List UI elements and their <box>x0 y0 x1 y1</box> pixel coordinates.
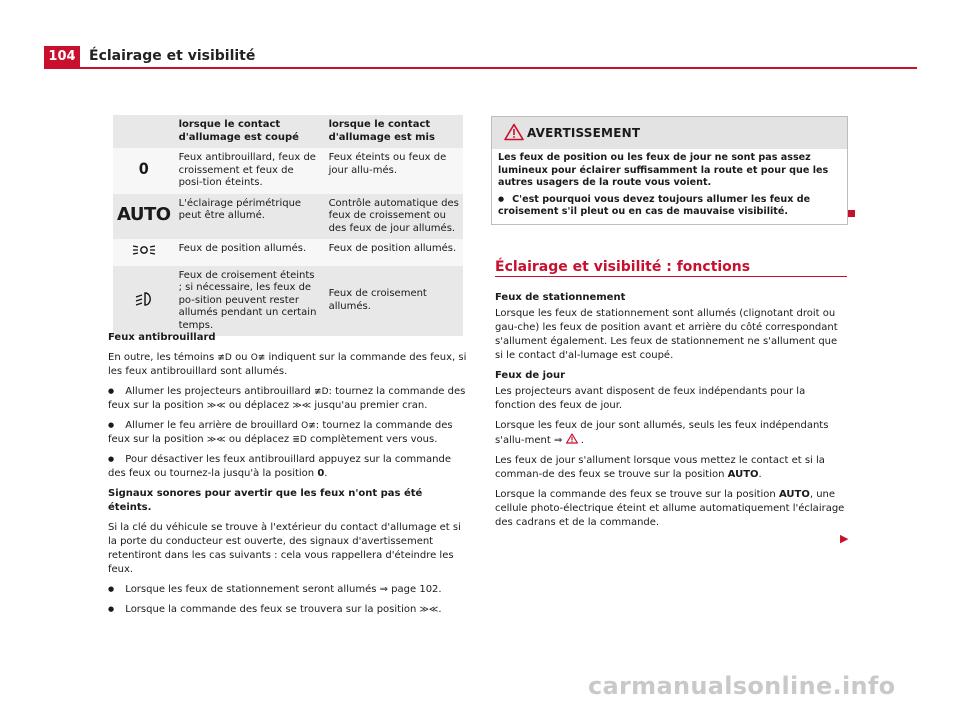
cross-reference-arrow[interactable]: ⇒ <box>553 435 563 446</box>
table-cell: Feux éteints ou feux de jour allu-més. <box>325 148 463 194</box>
table-row <box>113 194 463 240</box>
chapter-title: Éclairage et visibilité <box>89 48 256 64</box>
table-row <box>113 239 463 266</box>
text: En outre, les témoins <box>108 352 215 363</box>
list-item <box>108 583 468 597</box>
fog-lights-title: Feux antibrouillard <box>108 332 216 343</box>
text: ou déplacez <box>228 434 290 445</box>
list-item: ● Pour désactiver les feux antibrouillard appuyez sur la commande des feux ou tournez-la jusqu'à la position 0. <box>108 453 468 481</box>
page-number: 104 <box>44 46 80 68</box>
parking-lights-icon <box>113 239 175 266</box>
light-switch-table <box>113 115 463 336</box>
table-cell: Feux de croisement éteints ; si nécessaire, les feux de po-sition peuvent rester allumés pendant un certain temps. <box>175 266 325 337</box>
text: ou <box>235 352 248 363</box>
text: Lorsque la commande des feux se trouve sur la position <box>495 489 776 500</box>
signals-paragraph: Si la clé du véhicule se trouve à l'extérieur du contact d'allumage et si la porte du conducteur est ouverte, des signaux d'avertissement retentiront dans les cas suivants : cela vous rappellera d'éteindre les feux. <box>108 522 461 575</box>
warning-box <box>491 116 848 225</box>
table-cell: Feux antibrouillard, feux de croissement et feux de posi-tion éteints. <box>175 148 325 194</box>
position-zero-symbol: 0 <box>138 159 149 178</box>
low-beam-icon <box>113 266 175 337</box>
header-divider <box>44 67 917 69</box>
table-header-off: lorsque le contact d'allumage est coupé <box>175 115 325 148</box>
text: Lorsque les feux de jour sont allumés, seuls les feux indépendants s'allu-ment <box>495 420 829 446</box>
parking-lights-paragraph: Lorsque les feux de stationnement sont allumés (clignotant droit ou gau-che) les feux de position avant et arrière du côté correspondant s'allument également. Les feux de stationnement ne s'allument que si le contact d'al-lumage est coupé. <box>495 308 838 361</box>
position-zero-icon <box>113 148 175 194</box>
auto-symbol: AUTO <box>778 489 810 500</box>
front-fog-icon: ≢D <box>217 353 232 363</box>
continue-arrow-icon: ▶ <box>840 532 849 545</box>
table-cell: Feux de position allumés. <box>325 239 463 266</box>
text: jusqu'au premier cran. <box>314 400 428 411</box>
text: Lorsque les feux de stationnement seront allumés <box>125 584 377 595</box>
text: Allumer les projecteurs antibrouillard <box>125 386 311 397</box>
auto-symbol: AUTO <box>117 203 171 225</box>
auto-symbol: AUTO <box>727 469 759 480</box>
warning-title: AVERTISSEMENT <box>527 126 641 140</box>
text: complètement vers vous. <box>310 434 438 445</box>
table-cell: L'éclairage périmétrique peut être allumé. <box>175 194 325 240</box>
daytime-lights-title: Feux de jour <box>495 370 566 381</box>
daytime-lights-paragraph: Les projecteurs avant disposent de feux indépendants pour la fonction des feux de jour. <box>495 386 806 411</box>
section-divider <box>495 276 847 277</box>
low-beam-icon: ≫≪ <box>292 401 312 411</box>
text: : tournez la commande des feux sur la position <box>108 386 466 411</box>
table-header-icon-cell <box>113 115 175 148</box>
warning-list-item <box>498 194 841 219</box>
section-title: Éclairage et visibilité : fonctions <box>495 259 751 275</box>
left-column-text <box>108 331 468 623</box>
table-header-on: lorsque le contact d'allumage est mis <box>325 115 463 148</box>
warning-triangle-icon[interactable] <box>566 435 581 446</box>
auto-icon <box>113 194 175 240</box>
low-beam-icon: ≣D <box>292 435 307 445</box>
parking-lights-title: Feux de stationnement <box>495 292 626 303</box>
rear-fog-icon: O≢ <box>250 353 266 363</box>
end-of-section-marker <box>848 210 855 217</box>
daytime-lights-paragraph <box>495 488 847 530</box>
text: Lorsque la commande des feux se trouvera sur la position <box>125 604 417 615</box>
list-item <box>108 603 468 617</box>
table-row <box>113 266 463 337</box>
text: Allumer le feu arrière de brouillard <box>125 420 298 431</box>
warning-triangle-icon <box>504 123 524 145</box>
table-header-row <box>113 115 463 148</box>
text: Pour désactiver les feux antibrouillard appuyez sur la commande des feux ou tournez-la jusqu'à la position <box>108 454 451 479</box>
warning-paragraph: Les feux de position ou les feux de jour ne sont pas assez lumineux pour éclairer suffisamment la route et pour que les autres usagers de la route vous voient. <box>498 152 829 188</box>
signals-title: Signaux sonores pour avertir que les feux n'ont pas été éteints. <box>108 488 423 513</box>
low-beam-icon: ≫≪ <box>419 605 439 615</box>
text: C'est pourquoi vous devez toujours allumer les feux de croisement s'il pleut ou en cas de mauvaise visibilité. <box>498 193 811 217</box>
table-cell: Feux de croisement allumés. <box>325 266 463 337</box>
text: . <box>438 604 442 615</box>
fog-lights-paragraph <box>108 351 468 379</box>
warning-header <box>492 117 847 149</box>
table-cell: Contrôle automatique des feux de croissement ou des feux de jour allumés. <box>325 194 463 240</box>
list-item <box>108 419 468 447</box>
low-beam-icon: ≫≪ <box>206 435 226 445</box>
low-beam-icon: ≫≪ <box>206 401 226 411</box>
position-zero-symbol: 0 <box>317 468 325 479</box>
text: indiquent sur la commande des feux, si les feux antibrouillard sont allumés. <box>108 352 467 377</box>
front-fog-icon: ≢D <box>314 387 329 397</box>
table-row <box>113 148 463 194</box>
page-header <box>0 0 960 70</box>
warning-body <box>492 149 847 219</box>
list-item <box>108 385 468 413</box>
text: Les feux de jour s'allument lorsque vous mettez le contact et si la comman-de des feux se trouve sur la position <box>495 455 825 480</box>
text: : tournez la commande des feux sur la position <box>108 420 453 445</box>
daytime-lights-paragraph: Lorsque les feux de jour sont allumés, seuls les feux indépendants s'allu-ment ⇒ . <box>495 420 829 446</box>
right-column-text <box>495 291 847 536</box>
watermark: carmanualsonline.info <box>588 672 896 700</box>
daytime-lights-paragraph: Les feux de jour s'allument lorsque vous mettez le contact et si la comman-de des feux se trouve sur la position AUTO. <box>495 455 825 480</box>
text: ou déplacez <box>228 400 290 411</box>
page-reference-link[interactable]: ⇒ page 102. <box>379 584 442 595</box>
rear-fog-icon: O≢ <box>301 421 316 431</box>
text: , une cellule photo-électrique éteint et allume automatiquement l'éclairage des cadrans et de la commande. <box>495 489 845 528</box>
table-cell: Feux de position allumés. <box>175 239 325 266</box>
